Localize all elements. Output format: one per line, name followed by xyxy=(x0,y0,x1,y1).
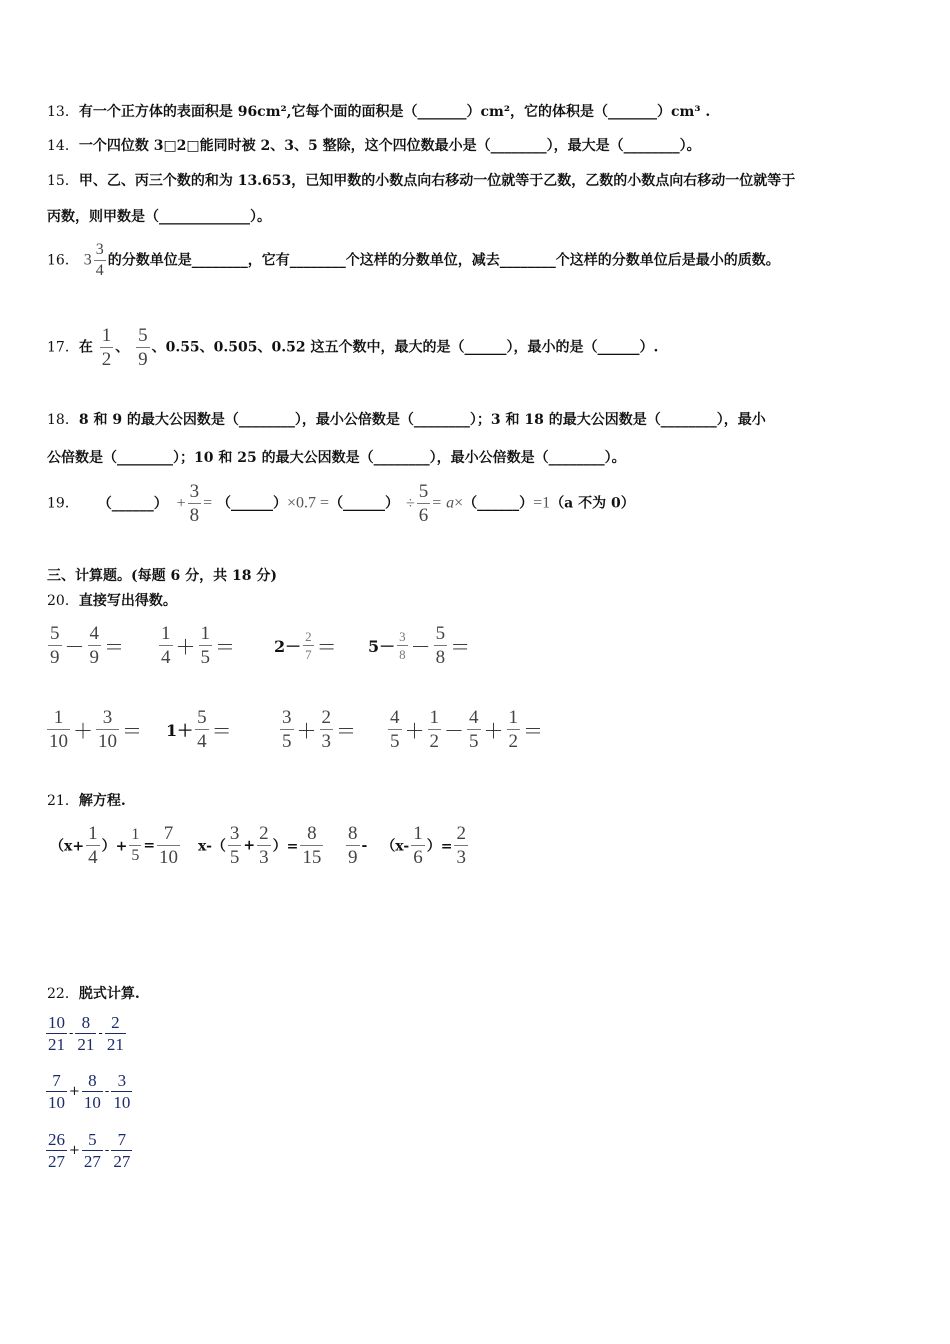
calc-item xyxy=(45,708,143,751)
fraction xyxy=(48,624,62,667)
operator: + xyxy=(69,1084,80,1099)
question-17 xyxy=(47,326,658,369)
numerator: 5 xyxy=(82,1131,103,1151)
question-number: 13． xyxy=(47,104,79,120)
fraction xyxy=(454,824,468,867)
fraction xyxy=(320,708,334,751)
section-title-text: 三、计算题。(每题 6 分，共 18 分) xyxy=(47,568,277,584)
equation-1 xyxy=(50,824,182,867)
numerator: 1 xyxy=(88,823,98,844)
fraction xyxy=(300,824,323,867)
denominator: 5 xyxy=(469,731,479,752)
question-title: 解方程. xyxy=(78,793,126,809)
question-text: 8 和 9 的最大公因数是（________），最小公倍数是（________）；3 和 18 的最大公因数是（________），最小 xyxy=(78,412,766,428)
equals-sign: ＝ xyxy=(450,635,471,659)
question-number: 18． xyxy=(47,412,79,428)
fraction xyxy=(397,630,408,661)
operator: ＋ xyxy=(483,719,504,743)
fraction xyxy=(47,708,70,751)
numerator: 2 xyxy=(259,823,269,844)
question-number: 19． xyxy=(47,495,79,512)
fraction xyxy=(46,1131,67,1170)
denominator: 21 xyxy=(48,1035,65,1054)
equation-mid: ）= xyxy=(272,838,299,855)
question-15 xyxy=(47,171,795,191)
calc-row-3 xyxy=(44,1131,134,1170)
denominator: 15 xyxy=(302,847,322,868)
numerator: 7 xyxy=(111,1131,132,1151)
calc-item xyxy=(157,624,236,667)
note: （a 不为 0） xyxy=(550,495,635,512)
denominator: 5 xyxy=(200,647,210,668)
denominator: 6 xyxy=(413,847,423,868)
fraction xyxy=(82,1131,103,1170)
question-title: 直接写出得数。 xyxy=(78,593,177,609)
equals-sign: ＝ xyxy=(211,719,232,743)
numerator: 8 xyxy=(300,824,323,846)
numerator: 5 xyxy=(197,707,207,728)
numerator: 26 xyxy=(48,1130,65,1149)
fraction xyxy=(346,824,360,867)
denominator: 2 xyxy=(101,349,112,370)
numerator: 1 xyxy=(47,708,70,730)
fraction xyxy=(467,708,481,751)
numerator: 2 xyxy=(305,629,312,644)
fraction xyxy=(257,824,271,867)
equals-sign: ＝ xyxy=(122,719,142,743)
fraction xyxy=(94,242,106,279)
fraction xyxy=(129,827,141,864)
calc-item xyxy=(368,624,471,667)
denominator: 27 xyxy=(83,1152,101,1171)
numerator: 3 xyxy=(111,1072,132,1092)
denominator: 8 xyxy=(435,647,446,668)
numerator: 3 xyxy=(282,707,292,728)
minus-sign: - xyxy=(361,837,368,854)
denominator: 10 xyxy=(83,1093,101,1112)
operator: - xyxy=(104,1084,110,1099)
equals-sign: = xyxy=(203,494,213,512)
operator: ＋ xyxy=(73,719,93,743)
denominator: 4 xyxy=(161,647,171,668)
operator: － xyxy=(444,719,464,743)
denominator: 3 xyxy=(259,847,269,868)
numerator: 3 xyxy=(229,823,240,844)
fraction xyxy=(159,624,173,667)
fraction xyxy=(86,824,100,867)
whole-part: 3 xyxy=(83,251,92,269)
numerator: 1 xyxy=(200,623,210,644)
variable-a: a xyxy=(446,494,455,512)
whole-and-operator: 1＋ xyxy=(166,721,194,740)
numerator: 3 xyxy=(189,481,200,502)
numerator: 4 xyxy=(469,707,479,728)
numerator: 4 xyxy=(390,707,400,728)
numerator: 7 xyxy=(46,1072,67,1092)
mixed-number xyxy=(84,242,108,279)
fraction xyxy=(303,630,314,661)
question-13 xyxy=(47,102,710,122)
operator: - xyxy=(104,1143,110,1158)
numerator: 1 xyxy=(413,823,423,844)
answer-blank: （______） xyxy=(329,495,400,512)
equals-sign: ＝ xyxy=(316,635,337,659)
numerator: 2 xyxy=(105,1014,126,1034)
question-number: 17． xyxy=(47,339,79,356)
calc-item xyxy=(278,708,357,751)
fraction xyxy=(411,824,425,867)
calc-row-2 xyxy=(44,1072,134,1111)
equation-3 xyxy=(344,824,470,867)
operator: － xyxy=(64,635,85,659)
numerator: 4 xyxy=(89,623,99,644)
denominator: 10 xyxy=(113,1093,131,1112)
fraction xyxy=(111,1131,132,1170)
equation-prefix: （x+ xyxy=(50,838,85,855)
question-prefix: 在 xyxy=(78,339,93,356)
numerator: 8 xyxy=(348,823,358,844)
denominator: 3 xyxy=(456,847,466,868)
whole-and-operator: 5－ xyxy=(368,637,396,656)
fraction xyxy=(136,326,150,369)
fraction xyxy=(228,824,242,867)
denominator: 21 xyxy=(77,1035,95,1054)
denominator: 5 xyxy=(131,847,140,864)
numerator: 5 xyxy=(50,623,60,644)
numerator: 1 xyxy=(429,707,439,728)
numerator: 8 xyxy=(82,1072,103,1092)
times-text: ×0.7 = xyxy=(287,494,330,512)
separator: 、 xyxy=(115,339,130,356)
denominator: 3 xyxy=(321,731,331,752)
denominator: 8 xyxy=(189,505,200,526)
plus-sign: + xyxy=(243,837,256,854)
equation-prefix: （x- xyxy=(381,838,410,855)
operator: - xyxy=(98,1026,103,1041)
denominator: 9 xyxy=(348,847,358,868)
denominator: 4 xyxy=(88,847,98,868)
fraction xyxy=(417,482,431,525)
fraction xyxy=(195,708,209,751)
denominator: 9 xyxy=(89,647,99,668)
question-19 xyxy=(47,482,635,525)
answer-blank: （______） xyxy=(217,495,288,512)
answer-blank: （______） xyxy=(463,495,534,512)
question-text: 的分数单位是________，它有________个这样的分数单位，减去________个这样的分数单位后是最小的质数。 xyxy=(107,252,780,269)
denominator: 2 xyxy=(429,731,439,752)
fraction xyxy=(100,326,114,369)
fraction xyxy=(105,1014,126,1053)
whole-and-operator: 2－ xyxy=(274,637,302,656)
operator: ＋ xyxy=(175,635,196,659)
denominator: 5 xyxy=(282,731,292,752)
fraction xyxy=(96,708,119,751)
question-number: 15． xyxy=(47,173,79,189)
denominator: 2 xyxy=(508,731,518,752)
calc-item xyxy=(166,708,233,751)
numerator: 5 xyxy=(138,325,148,346)
question-15-line2 xyxy=(47,207,271,227)
numerator: 5 xyxy=(435,623,446,644)
question-title: 脱式计算. xyxy=(78,986,140,1002)
operator: － xyxy=(410,635,431,659)
question-text: 丙数，则甲数是（_____________）。 xyxy=(47,209,271,225)
denominator: 9 xyxy=(138,349,148,370)
equation-prefix: x-（ xyxy=(198,838,226,855)
denominator: 10 xyxy=(48,1093,65,1112)
numerator: 2 xyxy=(321,707,331,728)
fraction xyxy=(280,708,294,751)
section-title xyxy=(47,566,277,586)
numerator: 1 xyxy=(161,623,171,644)
denominator: 4 xyxy=(95,262,104,279)
denominator: 21 xyxy=(106,1035,124,1054)
calc-item xyxy=(274,630,338,661)
numerator: 8 xyxy=(75,1014,96,1034)
numerator: 3 xyxy=(96,708,119,730)
numerator: 3 xyxy=(94,242,106,261)
operator: + xyxy=(69,1143,80,1158)
numerator: 1 xyxy=(101,325,112,346)
denominator: 10 xyxy=(49,731,68,752)
question-number: 22． xyxy=(47,986,79,1002)
fraction xyxy=(188,482,202,525)
fraction xyxy=(75,1014,96,1053)
numerator: 7 xyxy=(157,824,180,846)
question-20 xyxy=(47,591,177,611)
question-18-line2 xyxy=(47,448,626,468)
numerator: 2 xyxy=(456,823,466,844)
question-number: 20． xyxy=(47,593,79,609)
denominator: 27 xyxy=(48,1152,65,1171)
denominator: 10 xyxy=(98,731,117,752)
equals-sign: ＝ xyxy=(104,635,124,659)
equation-mid: ）+ xyxy=(101,838,128,855)
equals-sign: ＝ xyxy=(523,719,543,743)
fraction xyxy=(82,1072,103,1111)
operator: ＋ xyxy=(296,719,317,743)
denominator: 5 xyxy=(390,731,400,752)
plus-sign: + xyxy=(176,494,186,512)
equals-sign: = xyxy=(143,837,156,854)
question-18 xyxy=(47,410,766,430)
numerator: 1 xyxy=(129,827,141,846)
question-text: 甲、乙、丙三个数的和为 13.653，已知甲数的小数点向右移动一位就等于乙数，乙数的小数点向右移动一位就等于 xyxy=(78,173,796,189)
question-14 xyxy=(47,136,701,156)
denominator: 27 xyxy=(113,1152,131,1171)
question-number: 16． xyxy=(47,252,79,269)
calc-item xyxy=(386,708,544,751)
question-21 xyxy=(47,791,126,811)
denominator: 10 xyxy=(159,847,179,868)
question-text: 有一个正方体的表面积是 96cm²,它每个面的面积是（_______）cm²，它的体积是（_______）cm³ . xyxy=(78,104,711,120)
question-number: 14． xyxy=(47,138,79,154)
denominator: 9 xyxy=(50,647,60,668)
fraction xyxy=(507,708,521,751)
question-22 xyxy=(47,984,140,1004)
fraction xyxy=(88,624,102,667)
question-text: 一个四位数 3□2□能同时被 2、3、5 整除，这个四位数最小是（________），最大是（________）。 xyxy=(78,138,701,154)
equals-one: =1 xyxy=(533,494,551,512)
question-text: 公倍数是（________）；10 和 25 的最大公因数是（________），最小公倍数是（________）。 xyxy=(47,450,626,466)
denominator: 4 xyxy=(197,731,207,752)
divide-sign: ÷ xyxy=(405,494,415,512)
denominator: 6 xyxy=(418,505,429,526)
operator: ＋ xyxy=(404,719,425,743)
operator: - xyxy=(69,1026,74,1041)
question-16 xyxy=(47,242,780,279)
equation-2 xyxy=(198,824,325,867)
calc-row-1 xyxy=(44,1014,128,1053)
numerator: 3 xyxy=(399,629,406,644)
numerator: 5 xyxy=(418,481,429,502)
equals-sign: ＝ xyxy=(215,635,235,659)
answer-blank: （______） xyxy=(97,495,168,512)
question-text: 、0.55、0.505、0.52 这五个数中，最大的是（______），最小的是（______）. xyxy=(151,339,659,356)
fraction xyxy=(199,624,213,667)
fraction xyxy=(388,708,402,751)
equals-sign: ＝ xyxy=(336,719,356,743)
times-sign: × xyxy=(454,494,464,512)
numerator: 1 xyxy=(508,707,518,728)
equation-mid: ）= xyxy=(426,838,453,855)
fraction xyxy=(434,624,448,667)
fraction xyxy=(111,1072,132,1111)
numerator: 10 xyxy=(48,1013,65,1032)
fraction xyxy=(157,824,180,867)
fraction xyxy=(428,708,442,751)
calc-item xyxy=(46,624,125,667)
denominator: 5 xyxy=(229,847,240,868)
denominator: 7 xyxy=(305,647,312,662)
denominator: 8 xyxy=(399,647,406,662)
equals-sign: = xyxy=(432,494,442,512)
fraction xyxy=(46,1014,67,1053)
fraction xyxy=(46,1072,67,1111)
question-number: 21． xyxy=(47,793,79,809)
